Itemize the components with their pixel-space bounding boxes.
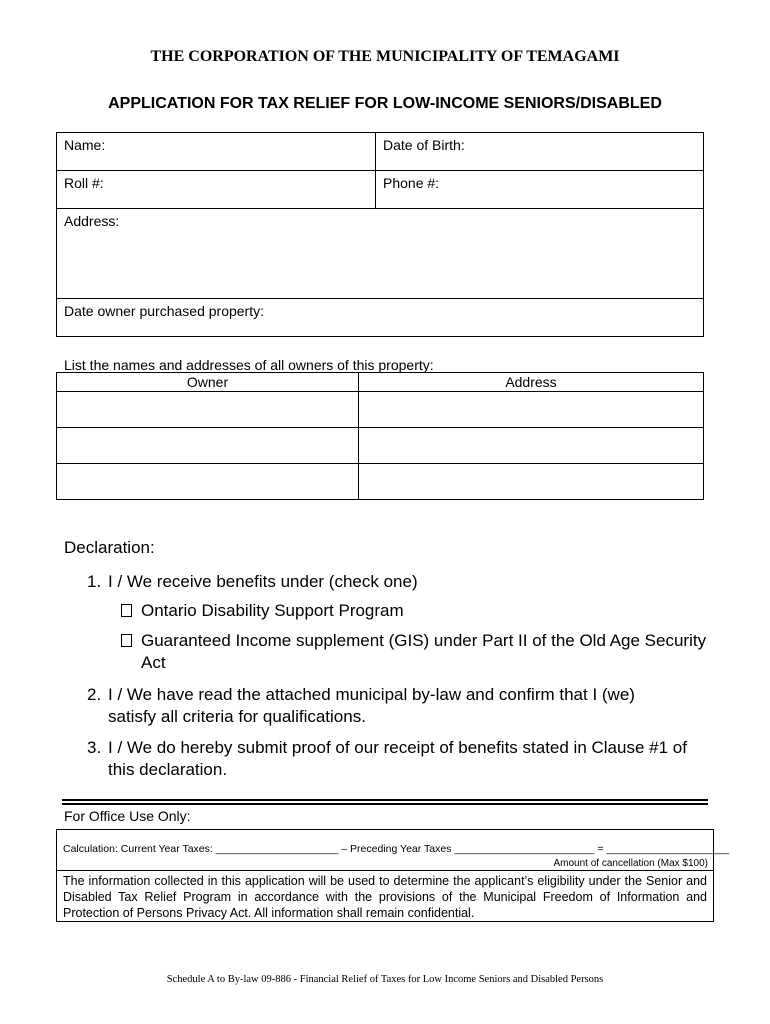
privacy-notice: The information collected in this application will be used to determine the applicant’s eligibility under the Senior and Disabled Tax Relief Program in accordance with the provisions of the Municipal Freedom of Information and Protection of Persons Privacy Act. All information shall remain confidential.: [56, 871, 714, 922]
footer-text: Schedule A to By-law 09-886 - Financial Relief of Taxes for Low Income Seniors and Disabled Persons: [166, 974, 604, 985]
corporation-heading: THE CORPORATION OF THE MUNICIPALITY OF TEMAGAMI: [150, 48, 620, 65]
item-number: 1.: [87, 572, 102, 591]
owner-column-header: Owner: [57, 373, 359, 392]
option-label: Guaranteed Income supplement (GIS) under Part II of the Old Age Security Act: [141, 631, 707, 672]
divider: [62, 803, 708, 805]
option-gis: [121, 630, 711, 674]
owners-caption: List the names and addresses of all owners of this property:: [64, 357, 434, 373]
divider: [62, 799, 708, 801]
address-field[interactable]: [57, 209, 704, 299]
address-column-header: Address: [359, 373, 704, 392]
purchase-date-field[interactable]: [57, 299, 704, 337]
checkbox-icon[interactable]: [121, 604, 132, 617]
owner-cell[interactable]: [57, 464, 359, 500]
table-row: [57, 464, 704, 500]
office-use-title: For Office Use Only:: [64, 808, 191, 824]
roll-number-field[interactable]: [57, 171, 376, 209]
roll-number-label: Roll #:: [64, 175, 104, 191]
owner-address-cell[interactable]: [359, 464, 704, 500]
owner-cell[interactable]: [57, 392, 359, 428]
checkbox-icon[interactable]: [121, 634, 132, 647]
name-field[interactable]: [57, 133, 376, 171]
declaration-title: Declaration:: [64, 538, 155, 557]
address-label: Address:: [64, 213, 120, 229]
application-title: APPLICATION FOR TAX RELIEF FOR LOW-INCOME SENIORS/DISABLED: [108, 95, 662, 112]
option-odsp: [121, 600, 691, 622]
purchase-date-label: Date owner purchased property:: [64, 303, 264, 319]
owner-address-cell[interactable]: [359, 428, 704, 464]
cancellation-note: Amount of cancellation (Max $100): [553, 858, 708, 869]
owners-table: [56, 372, 704, 500]
declaration-item-2: I / We have read the attached municipal by-law and confirm that I (we) satisfy all criteria for qualifications.: [108, 685, 635, 726]
calculation-line: Calculation: Current Year Taxes: _____________________ – Preceding Year Taxes ________________________ = _____________________: [63, 843, 730, 855]
applicant-info-table: [56, 132, 704, 337]
item-number: 3.: [87, 738, 102, 757]
declaration-item-1: I / We receive benefits under (check one): [108, 572, 418, 591]
owner-address-cell[interactable]: [359, 392, 704, 428]
item-number: 2.: [87, 685, 102, 704]
phone-field[interactable]: [376, 171, 704, 209]
name-label: Name:: [64, 137, 106, 153]
date-of-birth-label: Date of Birth:: [383, 137, 465, 153]
owner-cell[interactable]: [57, 428, 359, 464]
table-row: [57, 428, 704, 464]
phone-label: Phone #:: [383, 175, 440, 191]
option-label: Ontario Disability Support Program: [141, 601, 404, 620]
declaration-item-3: I / We do hereby submit proof of our receipt of benefits stated in Clause #1 of this declaration.: [108, 738, 687, 779]
table-row: [57, 392, 704, 428]
date-of-birth-field[interactable]: [376, 133, 704, 171]
